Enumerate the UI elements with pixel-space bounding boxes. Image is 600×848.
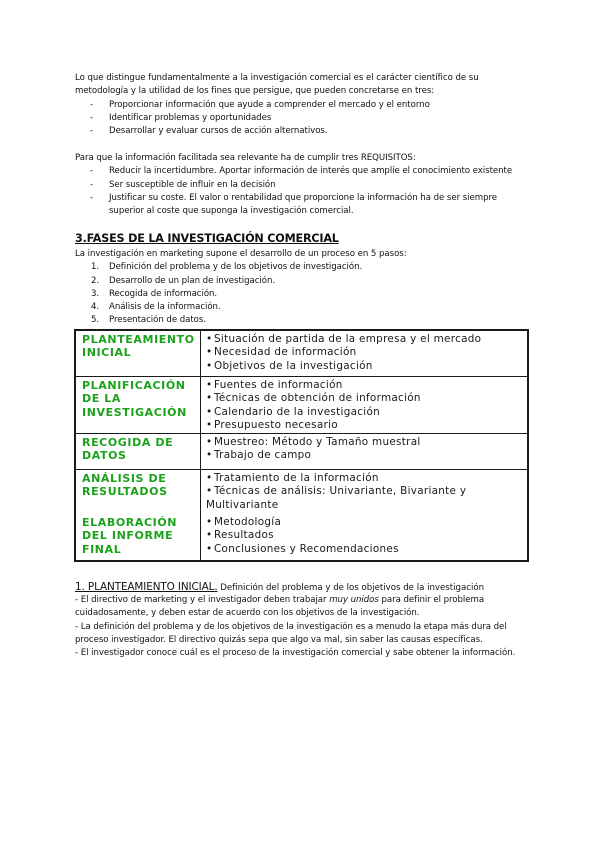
fase1-body	[75, 594, 530, 660]
list-item: - Desarrollar y evaluar cursos de acción alternativos.	[75, 125, 535, 138]
table-row	[76, 331, 527, 376]
fase1-heading	[75, 581, 484, 594]
fase1-paragraph	[75, 594, 530, 621]
table-row	[76, 511, 527, 561]
bullet-item: • Técnicas de obtención de información	[206, 392, 524, 405]
list-item: - Justificar su coste. El valor o rentabilidad que proporcione la información ha de ser siempre superior al coste que suponga la investigación comercial.	[75, 192, 509, 219]
section-title: 3.FASES DE LA INVESTIGACIÓN COMERCIAL	[75, 232, 339, 245]
list-item	[75, 261, 535, 274]
phase-bullets	[206, 516, 524, 556]
phase-bullets	[206, 333, 524, 373]
step-text: Recogida de información.	[109, 288, 218, 299]
bullet-item: • Situación de partida de la empresa y el mercado	[206, 333, 524, 346]
bullet-continuation: Multivariante	[206, 498, 279, 511]
bullet-item: • Tratamiento de la información	[206, 472, 524, 485]
phase-label: ELABORACIÓN DEL INFORME FINAL	[82, 516, 178, 556]
list-item: - Ser susceptible de influir en la decisión	[75, 179, 535, 192]
step-number: 5.	[91, 315, 100, 326]
bullet-item: • Necesidad de información	[206, 346, 524, 359]
table-row	[76, 433, 527, 470]
steps-block	[75, 248, 535, 328]
bullet-item: • Resultados	[206, 529, 524, 542]
table-row	[76, 469, 527, 512]
emphasis-text: muy unidos	[329, 595, 379, 605]
step-text: Definición del problema y de los objetivos de investigación.	[109, 262, 363, 273]
steps-intro: La investigación en marketing supone el desarrollo de un proceso en 5 pasos:	[75, 249, 407, 259]
step-number: 2.	[91, 275, 100, 286]
phases-table	[74, 329, 529, 562]
text-run: - El directivo de marketing y el investigador deben trabajar	[75, 595, 330, 605]
phase-label: RECOGIDA DE DATOS	[82, 436, 174, 463]
requisitos-list	[75, 165, 535, 218]
list-item: - Identificar problemas y oportunidades	[75, 112, 535, 125]
bullet-item: • Técnicas de análisis: Univariante, Bivariante y	[206, 485, 524, 498]
text-run: para definir el problema cuidadosamente, y deben estar de acuerdo con los objetivos de la investigación.	[75, 595, 485, 619]
requisitos-text: Para que la información facilitada sea relevante ha de cumplir tres REQUISITOS:	[75, 153, 416, 163]
phase-label: ANÁLISIS DE RESULTADOS	[82, 472, 168, 499]
bullet-item: • Presupuesto necesario	[206, 419, 524, 432]
list-item	[75, 275, 535, 288]
bullet-item: • Fuentes de información	[206, 379, 524, 392]
fase1-paragraph: - El investigador conoce cuál es el proceso de la investigación comercial y sabe obtener la información.	[75, 648, 516, 659]
fase1-subtitle: Definición del problema y de los objetivos de la investigación	[217, 583, 485, 593]
bullet-item: • Calendario de la investigación	[206, 406, 524, 419]
step-text: Presentación de datos.	[109, 315, 206, 326]
phase-bullets	[206, 472, 524, 512]
bullet-item: • Trabajo de campo	[206, 449, 524, 462]
list-item: - Reducir la incertidumbre. Aportar información de interés que amplíe el conocimiento existente	[75, 165, 535, 178]
bullet-item: • Metodología	[206, 516, 524, 529]
step-text: Análisis de la información.	[109, 302, 221, 313]
phase-bullets	[206, 379, 524, 432]
bullet-item: • Objetivos de la investigación	[206, 360, 524, 373]
intro-block	[75, 72, 535, 138]
bullet-item: • Muestreo: Método y Tamaño muestral	[206, 436, 524, 449]
intro-text: Lo que distingue fundamentalmente a la investigación comercial es el carácter científico de su metodología y la utilidad de los fines que persigue, que pueden concretarse en tres:	[75, 73, 479, 97]
steps-list	[75, 261, 535, 327]
list-item	[75, 301, 535, 314]
fase1-paragraph: - La definición del problema y de los objetivos de la investigación es a menudo la etapa más dura del proceso investigador. El directivo quizás sepa que algo va mal, sin saber las causas específicas.	[75, 621, 507, 645]
phase-bullets	[206, 436, 524, 463]
phase-label: PLANTEAMIENTO INICIAL	[82, 333, 195, 360]
list-item: - Proporcionar información que ayude a comprender el mercado y el entorno	[75, 99, 535, 112]
fase1-title: 1. PLANTEAMIENTO INICIAL.	[75, 581, 218, 593]
list-item	[75, 314, 535, 327]
intro-list	[75, 99, 535, 139]
step-number: 4.	[91, 302, 100, 313]
list-item	[75, 288, 535, 301]
table-row	[76, 376, 527, 434]
step-number: 1.	[91, 262, 100, 273]
step-text: Desarrollo de un plan de investigación.	[109, 275, 276, 286]
bullet-item: • Conclusiones y Recomendaciones	[206, 543, 524, 556]
requisitos-block	[75, 152, 535, 218]
step-number: 3.	[91, 288, 100, 299]
phase-label: PLANIFICACIÓN DE LA INVESTIGACIÓN	[82, 379, 187, 419]
